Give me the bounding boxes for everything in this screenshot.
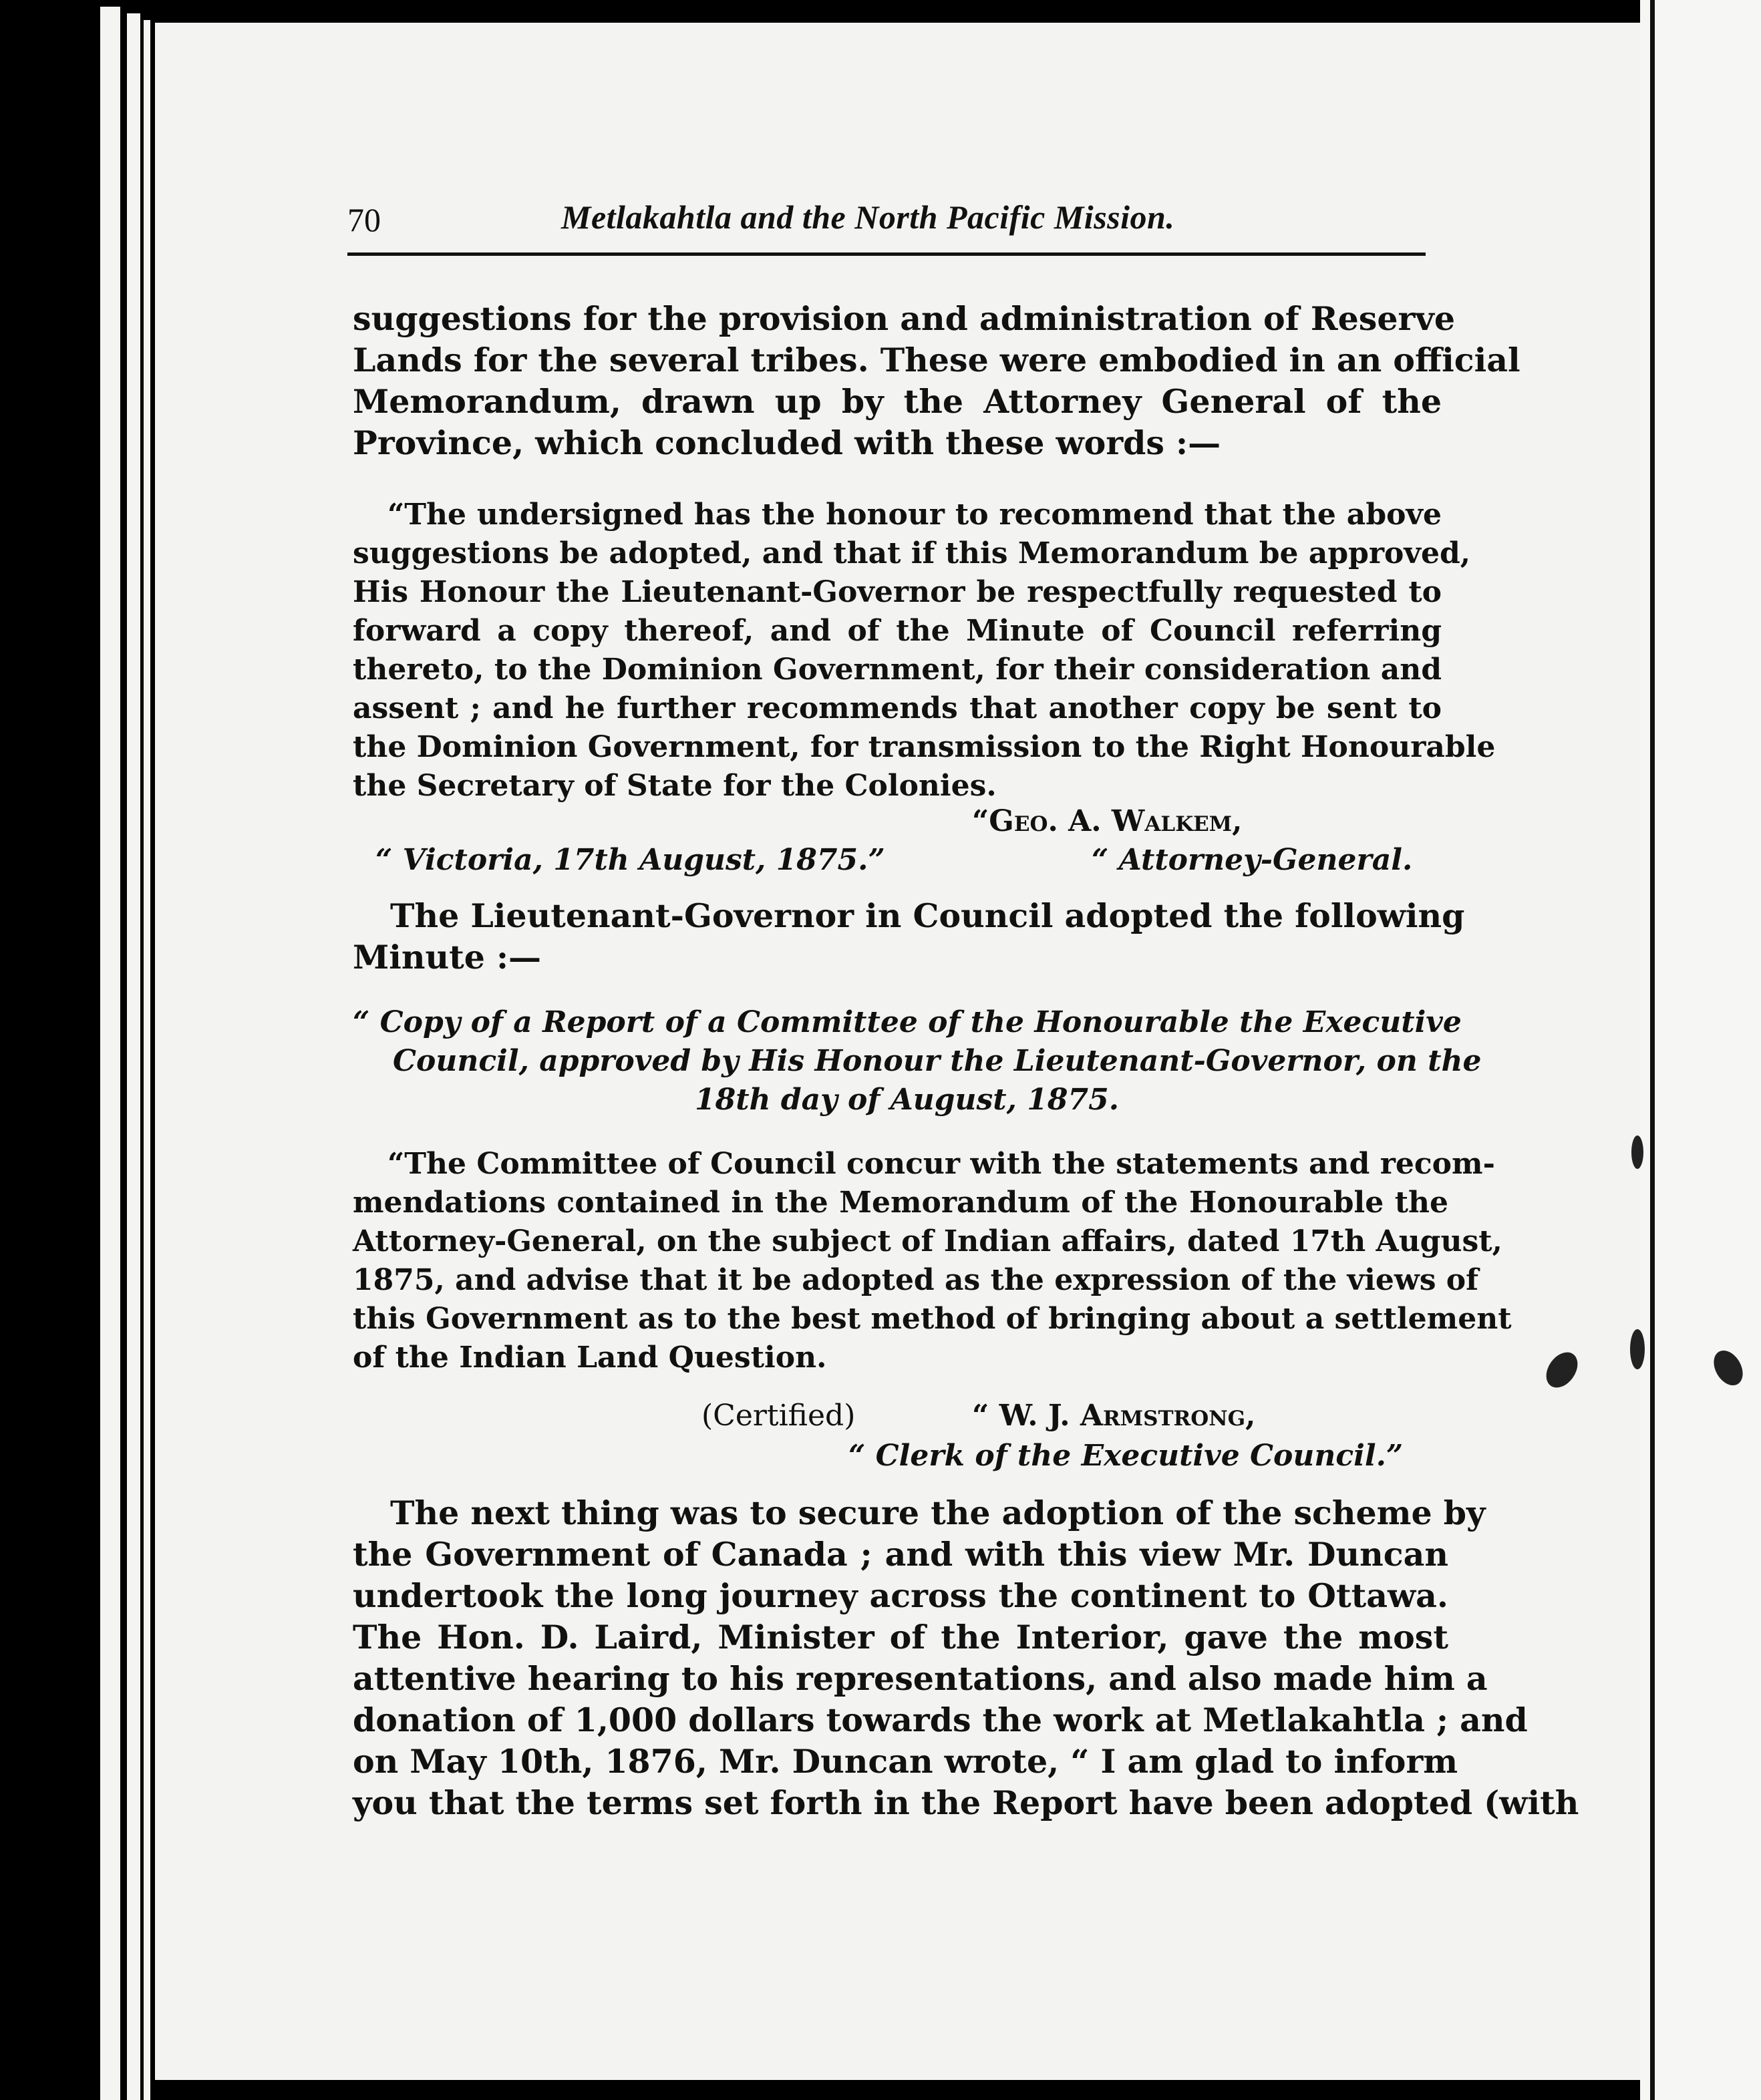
- text-line: His Honour the Lieutenant-Governor be respectfully requested to: [353, 575, 1442, 609]
- ink-blot: [1631, 1135, 1643, 1169]
- text-line: mendations contained in the Memorandum of the Honourable the: [353, 1186, 1448, 1220]
- signatory-name-text: “Geo. A. Walkem,: [972, 804, 1243, 838]
- text-line: the Dominion Government, for transmission to the Right Honourable: [353, 730, 1496, 764]
- text-line: suggestions be adopted, and that if this Memorandum be approved,: [353, 536, 1471, 570]
- running-title: Metlakahtla and the North Pacific Mission.: [561, 198, 1175, 236]
- text-line: “The undersigned has the honour to recommend that the above: [387, 498, 1442, 532]
- text-line: you that the terms set forth in the Report have been adopted (with: [353, 1783, 1579, 1822]
- text-line: The Hon. D. Laird, Minister of the Interior, gave the most: [353, 1618, 1448, 1656]
- text-line: undertook the long journey across the continent to Ottawa.: [353, 1576, 1448, 1615]
- text-line: the Secretary of State for the Colonies.: [353, 769, 997, 803]
- signatory-name-text: “ W. J. Armstrong,: [972, 1399, 1256, 1433]
- text-line: Memorandum, drawn up by the Attorney General of the: [353, 382, 1442, 421]
- text-line: 1875, and advise that it be adopted as the expression of the views of: [353, 1263, 1479, 1297]
- text-line: assent ; and he further recommends that another copy be sent to: [353, 691, 1442, 725]
- signatory-name: [972, 804, 1242, 838]
- page-edge: [100, 7, 120, 2100]
- signatory-name: [972, 1399, 1255, 1433]
- text-line: The next thing was to secure the adoption of the scheme by: [390, 1494, 1486, 1532]
- signatory-office: “ Attorney-General.: [1092, 843, 1413, 877]
- text-line: Minute :—: [353, 938, 542, 977]
- place-and-date: “ Victoria, 17th August, 1875.”: [375, 843, 885, 877]
- text-line: Council, approved by His Honour the Lieutenant-Governor, on the: [393, 1044, 1482, 1078]
- text-line: “The Committee of Council concur with the statements and recom-: [387, 1147, 1495, 1181]
- text-line: “ Copy of a Report of a Committee of the Honourable the Executive: [353, 1005, 1462, 1039]
- running-head: [347, 198, 1483, 236]
- text-line: Attorney-General, on the subject of Indian affairs, dated 17th August,: [353, 1224, 1502, 1258]
- text-line: 18th day of August, 1875.: [695, 1083, 1120, 1117]
- page-number: 70: [347, 201, 381, 238]
- gutter-line: [1650, 0, 1655, 2100]
- text-line: The Lieutenant-Governor in Council adopted the following: [390, 896, 1465, 935]
- signatory-office: “ Clerk of the Executive Council.”: [848, 1439, 1404, 1473]
- paragraph-3: [353, 1492, 1579, 1823]
- text-line: on May 10th, 1876, Mr. Duncan wrote, “ I am glad to inform: [353, 1742, 1458, 1781]
- ink-blot: [1630, 1329, 1645, 1369]
- certified-label: (Certified): [701, 1399, 856, 1433]
- page-edge: [144, 20, 150, 2100]
- memorandum-quote: [353, 496, 1496, 806]
- text-line: forward a copy thereof, and of the Minute of Council referring: [353, 614, 1442, 648]
- header-rule: [347, 252, 1426, 256]
- page-edge: [127, 13, 140, 2100]
- paragraph-1: [353, 298, 1520, 464]
- text-line: donation of 1,000 dollars towards the work at Metlakahtla ; and: [353, 1701, 1528, 1739]
- facing-page-edge: [1640, 0, 1761, 2100]
- text-line: of the Indian Land Question.: [353, 1341, 827, 1375]
- minute-heading: [353, 1003, 1482, 1119]
- committee-quote: [353, 1145, 1512, 1377]
- text-line: attentive hearing to his representations, and also made him a: [353, 1659, 1488, 1698]
- text-line: thereto, to the Dominion Government, for their consideration and: [353, 653, 1442, 687]
- text-line: Lands for the several tribes. These were embodied in an official: [353, 341, 1520, 379]
- text-line: Province, which concluded with these words :—: [353, 423, 1221, 462]
- text-line: suggestions for the provision and administration of Reserve: [353, 299, 1455, 338]
- text-line: this Government as to the best method of bringing about a settlement: [353, 1302, 1512, 1336]
- text-line: the Government of Canada ; and with this view Mr. Duncan: [353, 1535, 1448, 1574]
- paragraph-2: [353, 895, 1465, 978]
